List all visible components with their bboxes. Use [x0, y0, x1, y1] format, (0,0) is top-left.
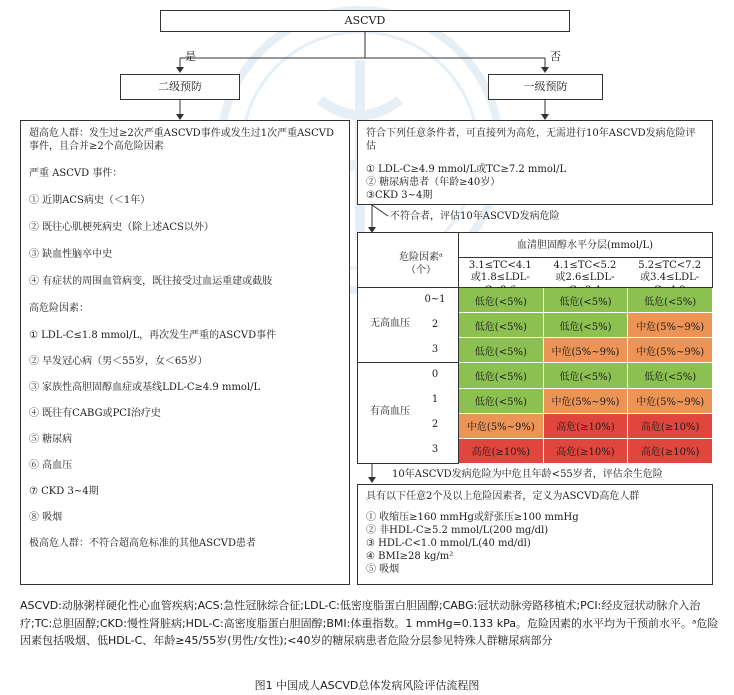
severe-event-item: ① 近期ACS病史（＜1年）	[29, 195, 151, 206]
risk-factor-count: 3	[431, 444, 439, 456]
ultra-high-risk-text: 超高危人群：发生过≥2次严重ASCVD事件或发生过1次严重ASCVD事件，且合并≥2个高危险因素	[29, 128, 335, 152]
ascvd-root-node	[160, 10, 570, 32]
column-header-tc: 5.2≤TC<7.2	[638, 260, 702, 271]
risk-cell-high: 高危(≥10%)	[628, 439, 713, 464]
risk-cell-low: 低危(<5%)	[459, 338, 544, 363]
risk-cell-mid: 中危(5%~9%)	[628, 338, 713, 363]
severe-event-item: ③ 缺血性脑卒中史	[29, 249, 113, 260]
risk-factor-item: ⑧ 吸烟	[29, 512, 63, 523]
primary-prevention-node	[488, 74, 603, 100]
direct-high-risk-item: ③CKD 3~4期	[366, 190, 433, 201]
risk-cell-high: 高危(≥10%)	[459, 439, 544, 464]
lifetime-risk-item: ① 收缩压≥160 mmHg或舒张压≥100 mmHg	[366, 512, 579, 523]
direct-high-risk-box	[357, 120, 713, 205]
very-high-risk-text: 极高危人群：不符合超高危标准的其他ASCVD患者	[29, 538, 256, 549]
risk-factor-item: ⑤ 糖尿病	[29, 434, 73, 445]
lifetime-risk-list	[366, 511, 704, 576]
risk-cell-low: 低危(<5%)	[628, 363, 713, 388]
risk-factor-count: 2	[431, 419, 439, 431]
lifetime-risk-item: ⑤ 吸烟	[366, 564, 400, 575]
secondary-prevention-panel	[20, 120, 350, 585]
severe-events-title: 严重 ASCVD 事件：	[29, 168, 123, 179]
risk-cell-low: 低危(<5%)	[459, 389, 544, 414]
lifetime-risk-title: 具有以下任意2个及以上危险因素者，定义为ASCVD高危人群	[366, 491, 640, 502]
branch-no-label: 否	[550, 50, 561, 63]
severe-event-item: ④ 有症状的周围血管病变，既往接受过血运重建或截肢	[29, 276, 273, 287]
risk-factor-item: ② 早发冠心病（男＜55岁，女＜65岁）	[29, 356, 208, 367]
not-met-note: 不符合者，评估10年ASCVD发病危险	[390, 211, 560, 222]
risk-factor-count: 1	[431, 394, 439, 406]
risk-cell-low: 低危(<5%)	[459, 363, 544, 388]
secondary-prevention-node	[120, 74, 240, 100]
risk-cell-mid: 中危(5%~9%)	[628, 313, 713, 338]
table-divider	[358, 362, 458, 363]
branch-yes-label: 是	[185, 50, 196, 63]
column-header-ldl: 或1.8≤LDL-	[470, 272, 530, 283]
lifetime-risk-item: ③ HDL-C<1.0 mmol/L(40 md/dl)	[366, 538, 531, 549]
direct-high-risk-item: ① LDL-C≥4.9 mmol/L或TC≥7.2 mmol/L	[366, 164, 567, 175]
risk-factor-item: ⑥ 高血压	[29, 460, 73, 471]
lifetime-risk-item: ② 非HDL-C≥5.2 mmol/L(200 mg/dl)	[366, 525, 549, 536]
risk-cell-mid: 中危(5%~9%)	[459, 414, 544, 439]
severe-events-list	[29, 194, 341, 288]
risk-factor-item: ③ 家族性高胆固醇血症或基线LDL-C≥4.9 mmol/L	[29, 382, 261, 393]
direct-high-risk-title: 符合下列任意条件者，可直接列为高危，无需进行10年ASCVD发病危险评估	[366, 128, 696, 152]
risk-cell-low: 低危(<5%)	[459, 288, 544, 313]
risk-cell-low: 低危(<5%)	[544, 363, 629, 388]
secondary-prevention-label: 二级预防	[158, 79, 202, 93]
risk-cell-high: 高危(≥10%)	[544, 414, 629, 439]
hypertension-group-label: 无高血压	[370, 317, 410, 329]
ascvd-root-label: ASCVD	[344, 13, 386, 27]
risk-factors-list	[29, 329, 341, 524]
primary-prevention-label: 一级预防	[523, 79, 568, 93]
risk-cell-high: 高危(≥10%)	[544, 439, 629, 464]
risk-factor-header: 危险因素ᵃ（个）	[399, 252, 443, 276]
risk-factor-item: ① LDL-C≤1.8 mmol/L，再次发生严重的ASCVD事件	[29, 330, 277, 341]
column-header-ldl: 或3.4≤LDL-	[640, 272, 700, 283]
risk-cell-low: 低危(<5%)	[628, 288, 713, 313]
lifetime-risk-item: ④ BMI≥28 kg/m²	[366, 551, 454, 562]
risk-factor-count: 3	[431, 343, 439, 355]
risk-factor-item: ④ 既往有CABG或PCI治疗史	[29, 408, 161, 419]
risk-cell-mid: 中危(5%~9%)	[628, 389, 713, 414]
direct-high-risk-item: ② 糖尿病患者（年龄≥40岁）	[366, 177, 501, 188]
risk-cell-low: 低危(<5%)	[459, 313, 544, 338]
figure-footnote: ASCVD:动脉粥样硬化性心血管疾病;ACS:急性冠脉综合征;LDL-C:低密度脂蛋白胆固醇;CABG:冠状动脉旁路移植术;PCI:经皮冠状动脉介入治疗;TC:总胆固醇;CKD:慢性肾脏病;HDL-C:高密度脂蛋白胆固醇;BMI:体重指数。1 mmHg=0.133 kPa。危险因素的水平均为干预前水平。ᵃ危险因素包括吸烟、低HDL-C、年龄≥45/55岁(男性/女性);<40岁的糖尿病患者危险分层参见特殊人群糖尿病部分	[20, 599, 719, 648]
figure-caption: 图1 中国成人ASCVD总体发病风险评估流程图	[254, 679, 480, 692]
cholesterol-header: 血清胆固醇水平分层(mmol/L)	[517, 240, 653, 251]
risk-cell-mid: 中危(5%~9%)	[544, 389, 629, 414]
risk-cell-mid: 中危(5%~9%)	[544, 338, 629, 363]
column-header-tc: 3.1≤TC<4.1	[468, 260, 532, 271]
risk-cell-low: 低危(<5%)	[544, 288, 629, 313]
risk-factor-count: 0~1	[424, 293, 446, 305]
table-divider	[458, 257, 712, 258]
risk-stratification-table	[357, 232, 713, 464]
risk-factors-title: 高危险因素：	[29, 303, 89, 314]
lifetime-risk-note: 10年ASCVD发病危险为中危且年龄<55岁者，评估余生危险	[392, 469, 663, 480]
risk-factor-count: 2	[431, 318, 439, 330]
risk-cell-low: 低危(<5%)	[544, 313, 629, 338]
hypertension-group-label: 有高血压	[370, 405, 410, 417]
column-header-ldl: 或2.6≤LDL-	[555, 272, 615, 283]
column-header-tc: 4.1≤TC<5.2	[553, 260, 617, 271]
direct-high-risk-list	[366, 163, 704, 202]
risk-factor-item: ⑦ CKD 3~4期	[29, 486, 99, 497]
risk-cell-high: 高危(≥10%)	[628, 414, 713, 439]
risk-factor-count: 0	[431, 369, 439, 380]
severe-event-item: ② 既往心肌梗死病史（除上述ACS以外）	[29, 222, 214, 233]
lifetime-risk-box	[357, 484, 713, 585]
